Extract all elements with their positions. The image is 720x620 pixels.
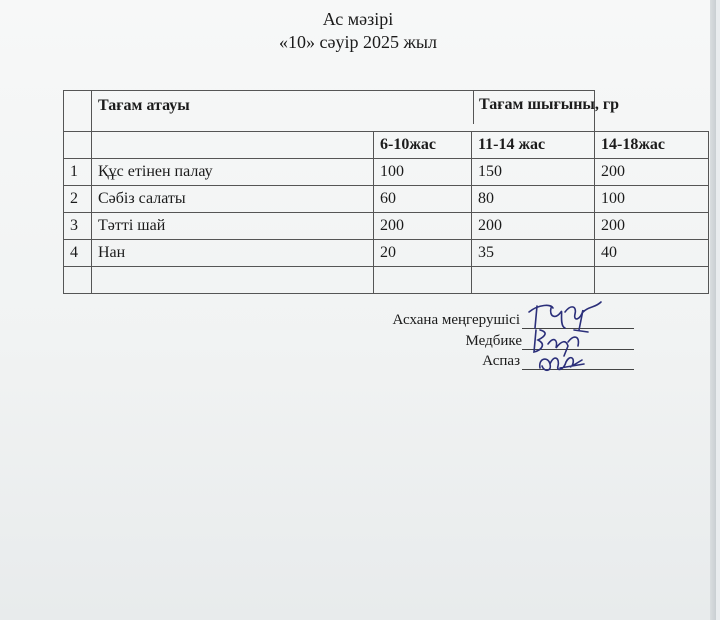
age-group-header: 11-14 жас <box>472 132 595 159</box>
header-dish-name: Тағам атауы <box>92 91 595 132</box>
dish-name: Тәтті шай <box>92 213 374 240</box>
table-subheader-row <box>64 132 709 159</box>
dish-name: Сәбіз салаты <box>92 186 374 213</box>
age-group-header: 14-18жас <box>595 132 709 159</box>
document-date: «10» сәуір 2025 жыл <box>279 32 437 52</box>
table-row <box>64 213 709 240</box>
portion-value: 200 <box>472 213 595 240</box>
portion-value: 100 <box>595 186 709 213</box>
portion-value: 20 <box>374 240 472 267</box>
cook-label: Аспаз <box>482 353 520 369</box>
table-row <box>64 186 709 213</box>
nurse-label: Медбике <box>465 333 522 349</box>
table-cell <box>92 132 374 159</box>
table-row <box>64 240 709 267</box>
canteen-head-row <box>300 312 520 332</box>
cook-row <box>300 353 520 373</box>
portion-value: 35 <box>472 240 595 267</box>
column-divider <box>473 90 474 124</box>
cook-signature <box>536 350 586 374</box>
row-index: 2 <box>64 186 92 213</box>
table-cell <box>374 267 472 294</box>
dish-name: Нан <box>92 240 374 267</box>
canteen-head-label: Асхана меңгерушісі <box>392 312 520 328</box>
table-row <box>64 159 709 186</box>
header-consumption-label: Тағам шығыны, гр <box>479 96 620 113</box>
portion-value: 150 <box>472 159 595 186</box>
portion-value: 60 <box>374 186 472 213</box>
paper-edge <box>710 0 716 620</box>
table-cell <box>472 267 595 294</box>
table-cell <box>64 267 92 294</box>
table-cell <box>64 91 92 132</box>
dish-name: Құс етінен палау <box>92 159 374 186</box>
table-cell <box>595 267 709 294</box>
age-group-header: 6-10жас <box>374 132 472 159</box>
table-empty-row <box>64 267 709 294</box>
portion-value: 40 <box>595 240 709 267</box>
nurse-row <box>300 333 522 353</box>
document-title: Ас мәзірі <box>322 9 394 29</box>
portion-value: 100 <box>374 159 472 186</box>
table-cell <box>92 267 374 294</box>
portion-value: 80 <box>472 186 595 213</box>
portion-value: 200 <box>374 213 472 240</box>
row-index: 1 <box>64 159 92 186</box>
portion-value: 200 <box>595 213 709 240</box>
table-cell <box>64 132 92 159</box>
portion-value: 200 <box>595 159 709 186</box>
row-index: 3 <box>64 213 92 240</box>
row-index: 4 <box>64 240 92 267</box>
